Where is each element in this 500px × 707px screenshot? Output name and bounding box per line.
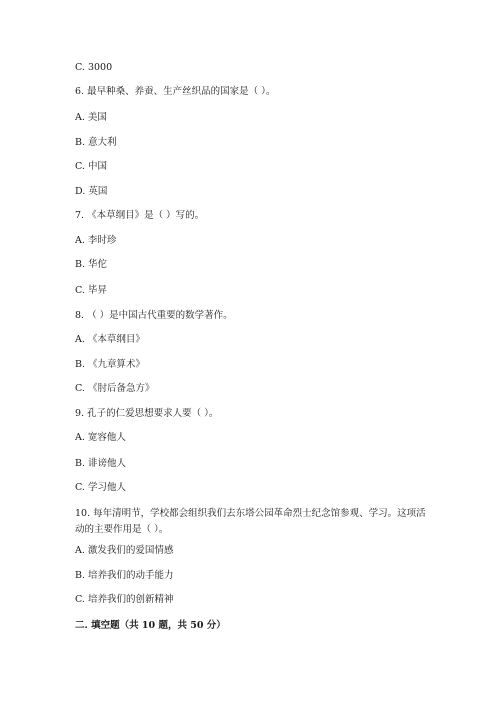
q5-option-c: C. 3000	[75, 62, 113, 73]
q6-option-c: C. 中国	[75, 161, 107, 172]
q9-option-b: B. 诽谤他人	[75, 458, 127, 469]
q9-option-a: A. 宽容他人	[75, 432, 126, 443]
section-heading-fill-in: 二. 填空题（共 10 题，共 50 分）	[75, 620, 226, 631]
q9-option-c: C. 学习他人	[75, 482, 126, 493]
q8-option-a: A. 《本草纲目》	[75, 334, 145, 345]
q9-stem: 9. 孔子的仁爱思想要求人要（ ）。	[75, 408, 219, 419]
q7-stem: 7. 《本草纲目》是（ ）写的。	[75, 210, 205, 221]
q6-stem: 6. 最早种桑、养蚕、生产丝织品的国家是（ ）。	[75, 86, 276, 97]
q8-option-c: C. 《肘后备急方》	[75, 383, 155, 394]
q8-stem: 8. （ ）是中国古代重要的数学著作。	[75, 310, 233, 321]
q7-option-c: C. 毕昇	[75, 285, 107, 296]
q10-stem: 10. 每年清明节，学校都会组织我们去东塔公园革命烈士纪念馆参观、学习。这项活动的主要作用是（ ）。	[75, 508, 426, 535]
q10-option-b: B. 培养我们的动手能力	[75, 570, 174, 581]
q6-option-d: D. 英国	[75, 186, 108, 197]
q7-option-b: B. 华佗	[75, 259, 108, 270]
q6-option-a: A. 美国	[75, 112, 107, 123]
q7-option-a: A. 李时珍	[75, 235, 117, 246]
q8-option-b: B. 《九章算术》	[75, 359, 146, 370]
q6-option-b: B. 意大利	[75, 137, 117, 148]
q10-option-c: C. 培养我们的创新精神	[75, 594, 174, 605]
q10-option-a: A. 激发我们的爱国情感	[75, 545, 174, 556]
